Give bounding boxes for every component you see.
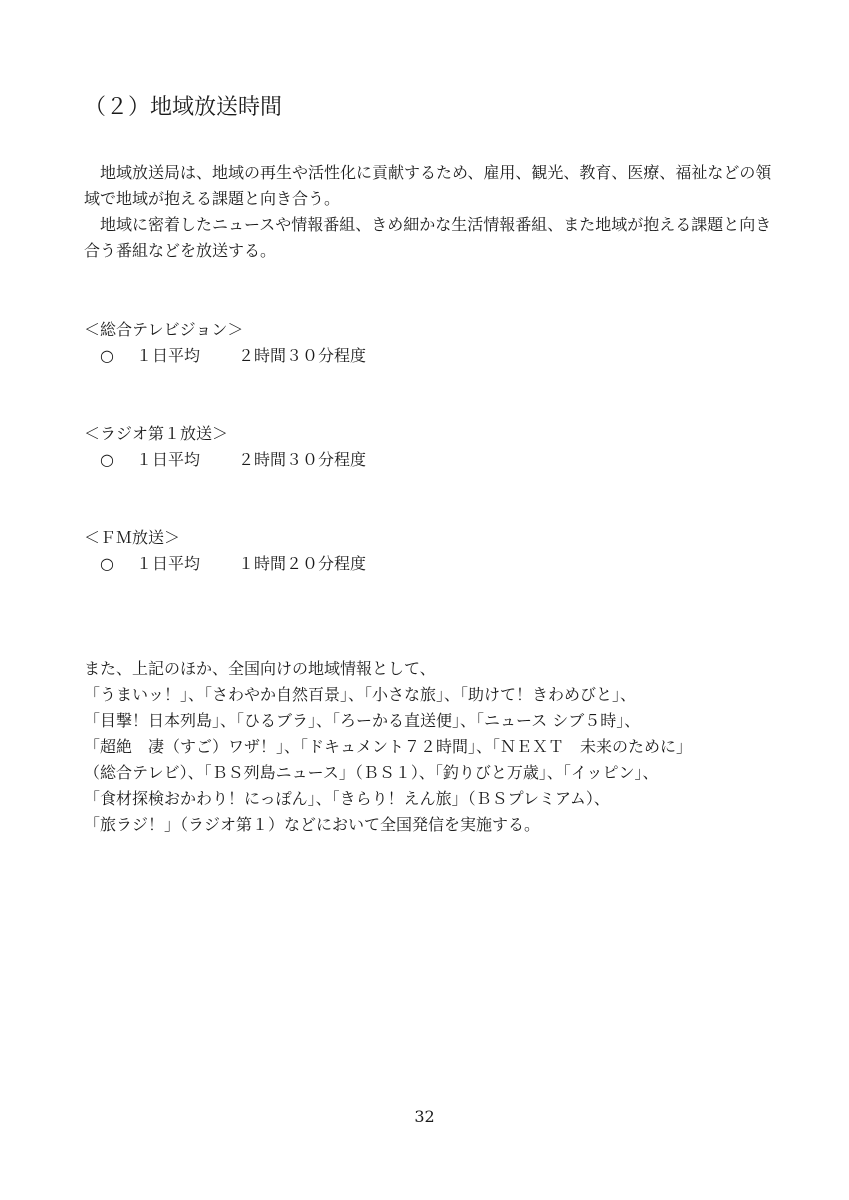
bullet-marker: ○ (100, 346, 114, 365)
text-line: また、上記のほか、全国向けの地域情報として、 (84, 659, 436, 678)
text-line: 「食材探検おかわり！にっぽん」、「きらり！えん旅」（ＢＳプレミアム）、 (84, 789, 610, 808)
text-line: 「超絶 凄（すご）ワザ！」、「ドキュメント７２時間」、「ＮＥＸＴ 未来のために」 (84, 737, 693, 756)
text-line: 「旅ラジ！」（ラジオ第１）などにおいて全国発信を実施する。 (84, 815, 541, 834)
text-line: 「うまいッ！」、「さわやか自然百景」、「小さな旅」、「助けて！きわめびと」、 (84, 685, 637, 704)
paragraph-regional-role: 地域放送局は、地域の再生や活性化に貢献するため、雇用、観光、教育、医療、福祉などの領域で地域が抱える課題と向き合う。 (84, 163, 772, 208)
section-label-general-tv: ＜総合テレビジョン＞ (84, 320, 244, 339)
broadcast-time-fm (100, 552, 366, 576)
paragraph-regional-programs: 地域に密着したニュースや情報番組、きめ細かな生活情報番組、また地域が抱える課題と向き合う番組などを放送する。 (84, 215, 772, 260)
broadcast-time-value: ２時間３０分程度 (238, 450, 367, 469)
text-line: 「目撃！日本列島」、「ひるブラ」、「ろーかる直送便」、「ニュース シブ５時」、 (84, 711, 641, 730)
broadcast-time-general-tv (100, 344, 366, 368)
daily-average-label: １日平均 (136, 554, 201, 573)
page-number: 32 (414, 1107, 435, 1126)
national-programs-paragraph (84, 656, 774, 838)
broadcast-time-radio-1 (100, 448, 366, 472)
section-label-radio-1: ＜ラジオ第１放送＞ (84, 424, 229, 443)
text-line: （総合テレビ）、「ＢＳ列島ニュース」（ＢＳ１）、「釣りびと万歳」、「イッピン」、 (84, 763, 659, 782)
daily-average-label: １日平均 (136, 450, 201, 469)
section-label-fm: ＜ＦＭ放送＞ (84, 528, 181, 547)
daily-average-label: １日平均 (136, 346, 201, 365)
broadcast-time-value: ２時間３０分程度 (238, 346, 367, 365)
broadcast-time-value: １時間２０分程度 (238, 554, 367, 573)
bullet-marker: ○ (100, 554, 114, 573)
bullet-marker: ○ (100, 450, 114, 469)
section-heading: （２）地域放送時間 (84, 95, 283, 120)
